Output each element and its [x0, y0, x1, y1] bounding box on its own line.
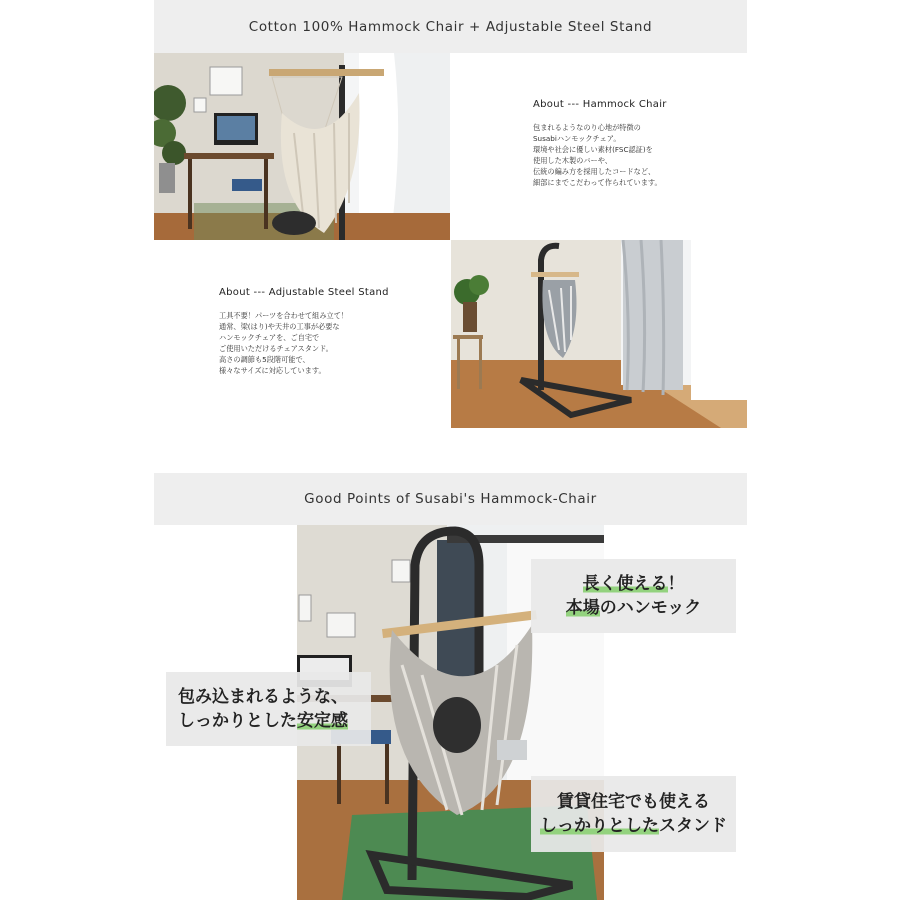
steel-stand-caption: [219, 287, 419, 376]
steel-stand-title: About --- Adjustable Steel Stand: [219, 287, 389, 298]
banner-title: Cotton 100% Hammock Chair + Adjustable Steel Stand: [248, 18, 653, 35]
callout-stability: [166, 672, 371, 746]
hammock-chair-caption: [533, 99, 733, 188]
callout-stability-line1: 包み込まれるような、: [178, 687, 348, 707]
hammock-chair-photo: [154, 53, 450, 240]
steel-stand-photo: [451, 240, 747, 428]
hammock-chair-body: 包まれるようなのり心地が特徴の Susabiハンモックチェア。 環境や社会に優しい素材(FSC認証)を 使用した木製のバーや、 伝統の編み方を採用したコードなど、 細部にまでこだわって作られています。: [533, 123, 662, 187]
callout-stability-line2: しっかりとした安定感: [178, 711, 348, 731]
callout-rental-line1: 賃貸住宅でも使える: [557, 792, 710, 812]
callout-long-use: [531, 559, 736, 633]
callout-rental: [531, 776, 736, 852]
callout-rental-line2: しっかりとしたスタンド: [540, 816, 727, 836]
callout-long-use-line2: 本場のハンモック: [565, 598, 702, 618]
banner-title-points: Good Points of Susabi's Hammock-Chair: [304, 491, 597, 507]
callout-long-use-line1: 長く使える！: [582, 574, 685, 594]
hammock-chair-title: About --- Hammock Chair: [533, 99, 667, 110]
section-banner-top: [154, 0, 747, 53]
section-banner-points: [154, 473, 747, 525]
steel-stand-body: 工具不要！パーツを合わせて組み立て！ 通常、梁(はり)や天井の工事が必要な ハンモックチェアを、ご自宅で ご使用いただけるチェアスタンド。 高さの調節も5段階可能で、 様々なサイズに対応しています。: [219, 311, 349, 375]
